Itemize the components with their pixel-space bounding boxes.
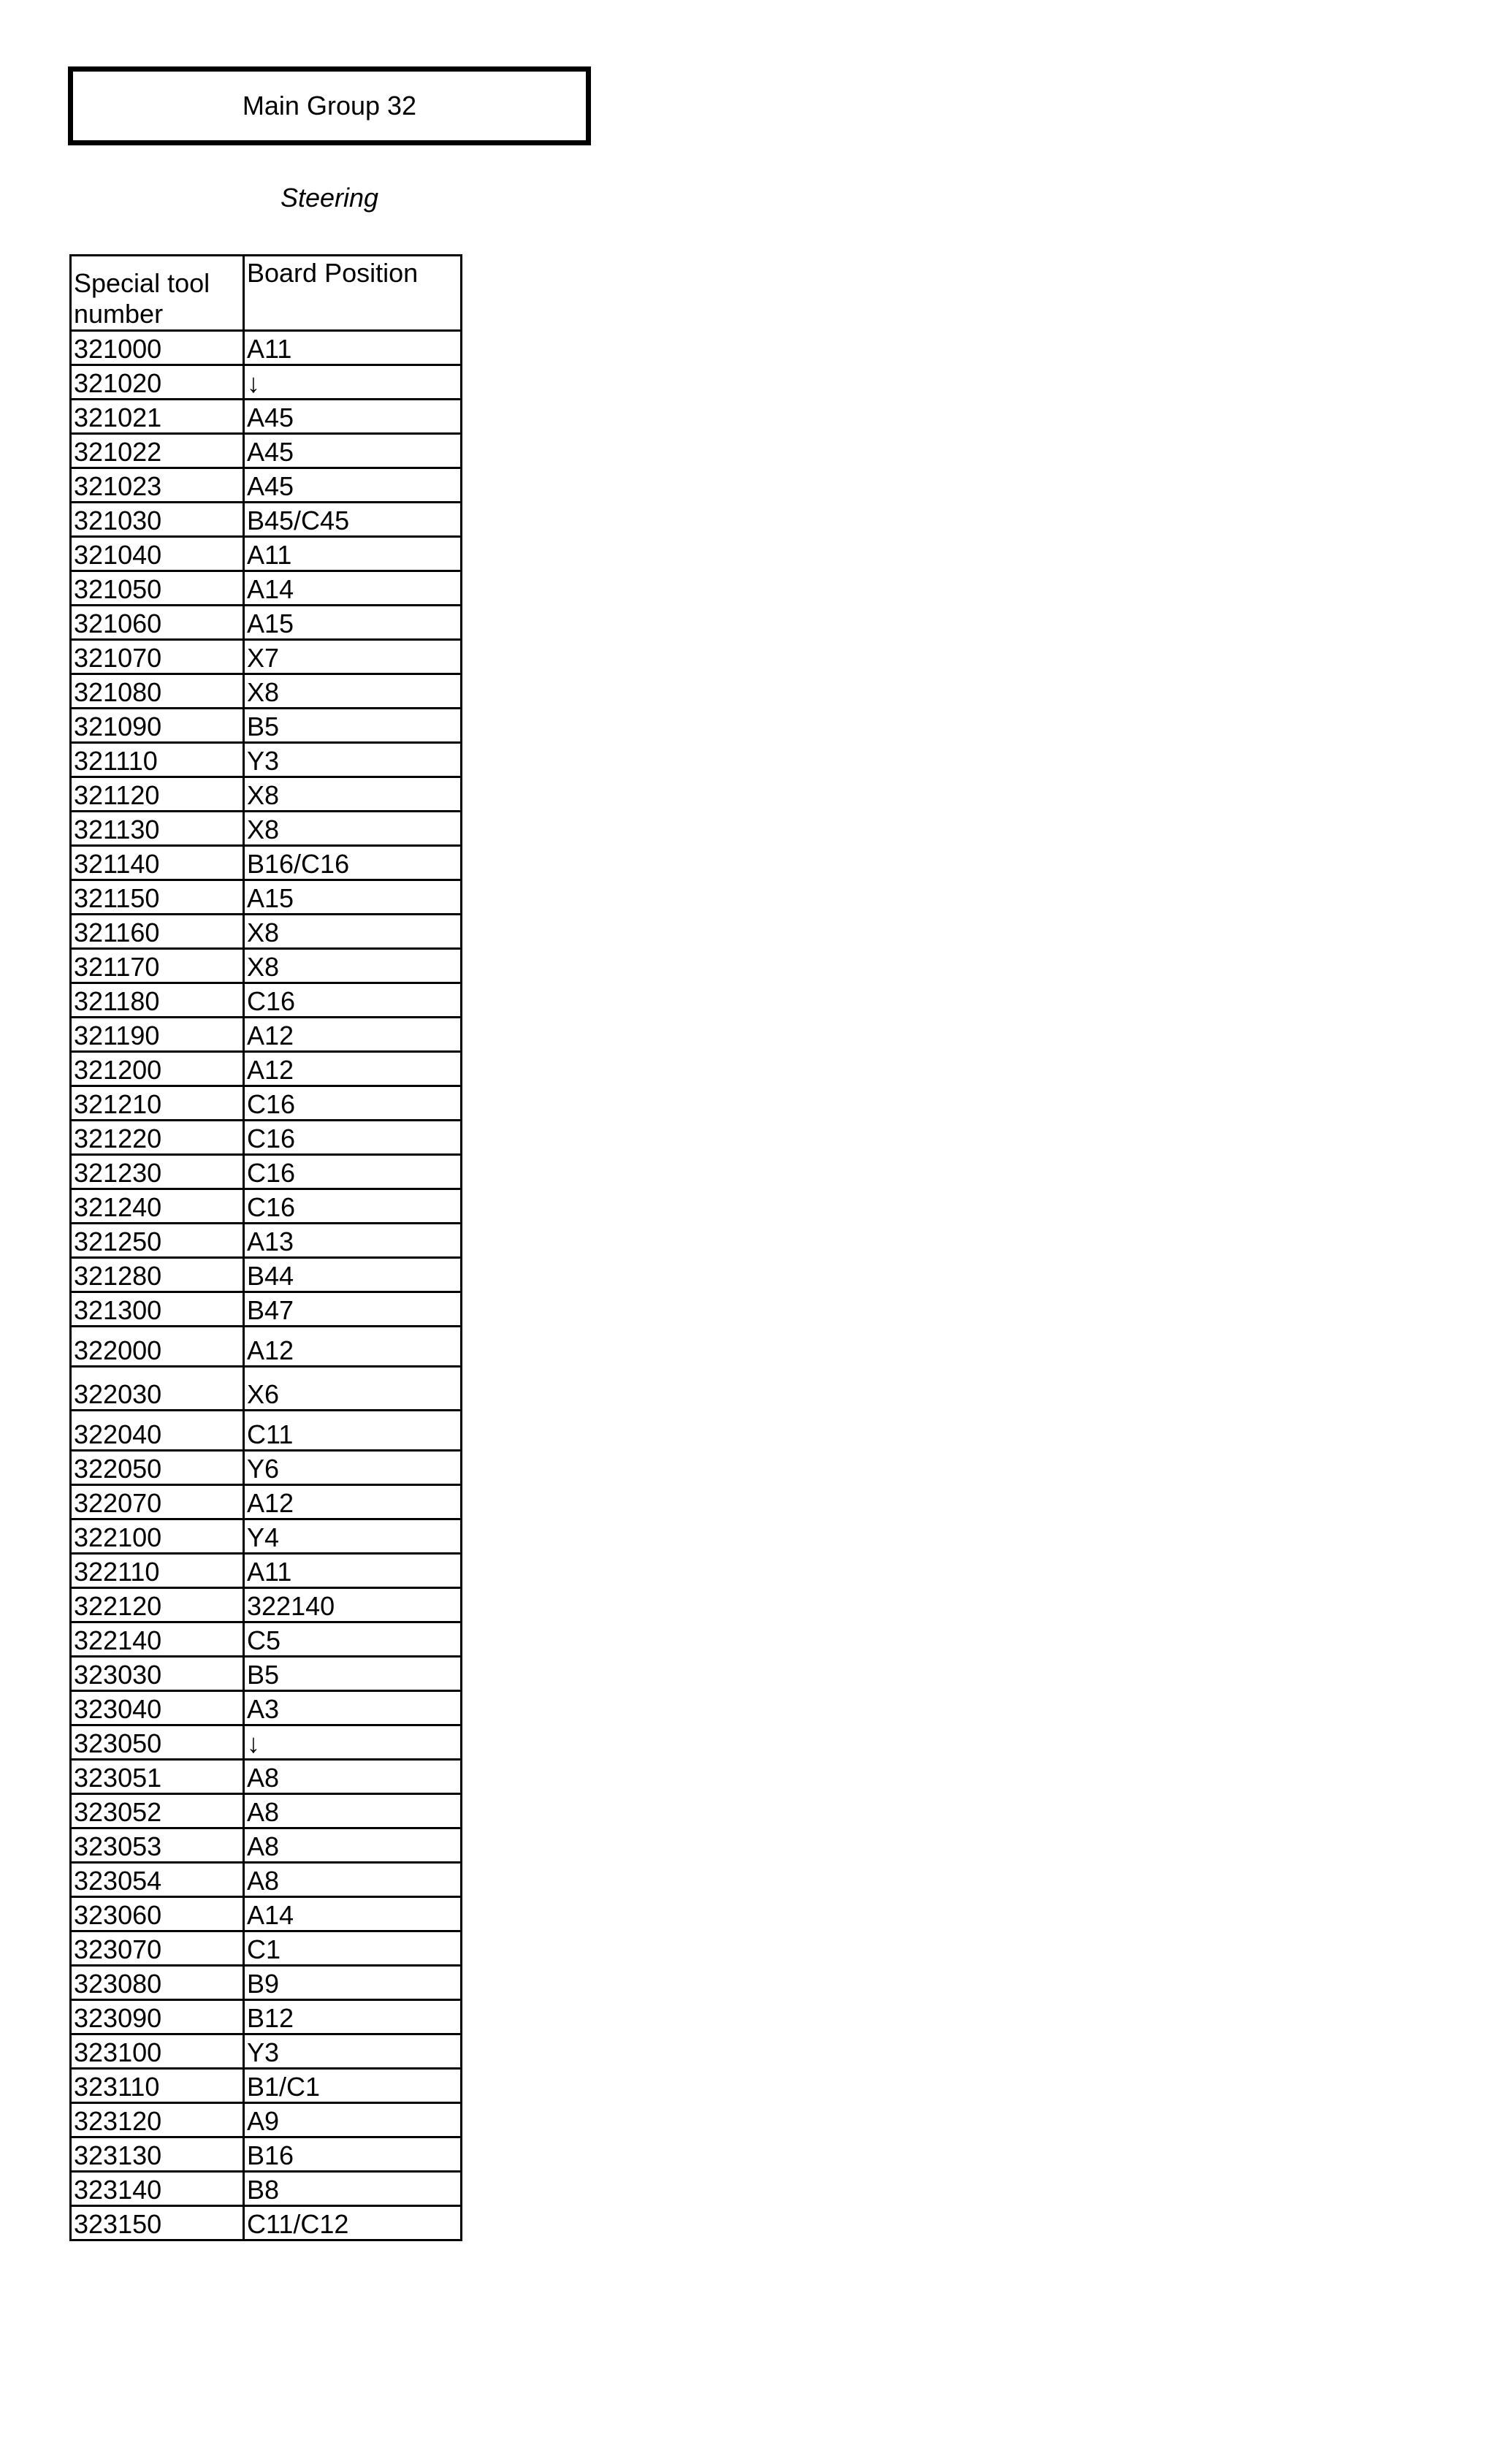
special-tools-table (69, 254, 462, 2241)
board-position-cell: Y3 (244, 2034, 462, 2069)
main-group-title: Main Group 32 (242, 91, 417, 121)
table-row (71, 1292, 462, 1327)
board-position-cell: C16 (244, 1155, 462, 1189)
board-position-cell: B1/C1 (244, 2069, 462, 2103)
board-position-cell: C16 (244, 1121, 462, 1155)
table-row (71, 1725, 462, 1760)
tool-number-cell: 321030 (71, 503, 244, 537)
table-row (71, 400, 462, 434)
table-row (71, 2000, 462, 2034)
tool-number-cell: 321023 (71, 468, 244, 503)
tool-number-cell: 322120 (71, 1588, 244, 1622)
board-position-cell: A12 (244, 1327, 462, 1367)
tool-number-cell: 321040 (71, 537, 244, 571)
main-group-box (68, 66, 591, 145)
table-row (71, 1657, 462, 1691)
board-position-cell: A45 (244, 400, 462, 434)
tool-number-cell: 322110 (71, 1554, 244, 1588)
table-row (71, 1691, 462, 1725)
tool-number-cell: 323110 (71, 2069, 244, 2103)
board-position-cell: ↓ (244, 365, 462, 400)
table-row (71, 537, 462, 571)
table-row (71, 1485, 462, 1519)
table-row (71, 1411, 462, 1451)
board-position-cell: A11 (244, 1554, 462, 1588)
board-position-cell: C16 (244, 1086, 462, 1121)
tool-number-cell: 321180 (71, 983, 244, 1018)
tool-number-cell: 321160 (71, 915, 244, 949)
tool-number-cell: 322030 (71, 1367, 244, 1411)
table-row (71, 1258, 462, 1292)
table-row (71, 331, 462, 365)
board-position-cell: A12 (244, 1052, 462, 1086)
tool-number-cell: 323070 (71, 1931, 244, 1966)
table-row (71, 1554, 462, 1588)
board-position-cell: A45 (244, 468, 462, 503)
table-row (71, 1224, 462, 1258)
board-position-cell: A8 (244, 1828, 462, 1863)
board-position-cell: A15 (244, 606, 462, 640)
table-row (71, 949, 462, 983)
tool-number-cell: 323120 (71, 2103, 244, 2137)
board-position-cell: A12 (244, 1485, 462, 1519)
board-position-cell: C16 (244, 1189, 462, 1224)
tool-number-cell: 323051 (71, 1760, 244, 1794)
table-row (71, 2172, 462, 2206)
tool-number-cell: 323140 (71, 2172, 244, 2206)
table-row (71, 1863, 462, 1897)
board-position-cell: A9 (244, 2103, 462, 2137)
board-position-cell: X8 (244, 812, 462, 846)
board-position-cell: X7 (244, 640, 462, 674)
tool-number-cell: 321110 (71, 743, 244, 777)
tool-number-cell: 321150 (71, 880, 244, 915)
tool-number-cell: 323100 (71, 2034, 244, 2069)
table-row (71, 2069, 462, 2103)
table-body (71, 331, 462, 2240)
board-position-cell: C16 (244, 983, 462, 1018)
tool-number-cell: 321140 (71, 846, 244, 880)
board-position-cell: A15 (244, 880, 462, 915)
tool-number-cell: 323054 (71, 1863, 244, 1897)
table-row (71, 1794, 462, 1828)
tool-number-cell: 323080 (71, 1966, 244, 2000)
table-row (71, 2103, 462, 2137)
tool-number-cell: 321022 (71, 434, 244, 468)
table-row (71, 777, 462, 812)
board-position-cell: X8 (244, 777, 462, 812)
board-position-cell: A13 (244, 1224, 462, 1258)
tool-number-cell: 321190 (71, 1018, 244, 1052)
table-row (71, 434, 462, 468)
board-position-cell: B9 (244, 1966, 462, 2000)
table-row (71, 640, 462, 674)
table-row (71, 674, 462, 709)
table-row (71, 1760, 462, 1794)
tool-number-cell: 321000 (71, 331, 244, 365)
tool-number-cell: 321220 (71, 1121, 244, 1155)
board-position-cell: X6 (244, 1367, 462, 1411)
board-position-cell: Y4 (244, 1519, 462, 1554)
tool-number-cell: 323150 (71, 2206, 244, 2240)
tool-number-cell: 322040 (71, 1411, 244, 1451)
board-position-cell: B44 (244, 1258, 462, 1292)
tool-number-cell: 322070 (71, 1485, 244, 1519)
tool-number-cell: 323090 (71, 2000, 244, 2034)
board-position-cell: C1 (244, 1931, 462, 1966)
tool-number-cell: 321080 (71, 674, 244, 709)
table-row (71, 503, 462, 537)
table-row (71, 571, 462, 606)
board-position-cell: A8 (244, 1760, 462, 1794)
table-row (71, 1189, 462, 1224)
tool-number-cell: 322050 (71, 1451, 244, 1485)
tool-number-cell: 321060 (71, 606, 244, 640)
tool-number-cell: 321300 (71, 1292, 244, 1327)
table-row (71, 606, 462, 640)
board-position-cell: B5 (244, 709, 462, 743)
board-position-cell: C11 (244, 1411, 462, 1451)
board-position-cell: X8 (244, 674, 462, 709)
table-row (71, 1451, 462, 1485)
board-position-cell: A12 (244, 1018, 462, 1052)
table-row (71, 743, 462, 777)
table-row (71, 1897, 462, 1931)
tool-number-cell: 321090 (71, 709, 244, 743)
board-position-cell: B12 (244, 2000, 462, 2034)
board-position-cell: Y3 (244, 743, 462, 777)
board-position-cell: A8 (244, 1794, 462, 1828)
board-position-cell: A14 (244, 571, 462, 606)
table-row (71, 2034, 462, 2069)
tool-number-cell: 322140 (71, 1622, 244, 1657)
table-row (71, 1931, 462, 1966)
table-row (71, 1622, 462, 1657)
board-position-cell: X8 (244, 949, 462, 983)
table-row (71, 812, 462, 846)
tool-number-cell: 321170 (71, 949, 244, 983)
table-row (71, 1018, 462, 1052)
tool-number-cell: 322000 (71, 1327, 244, 1367)
table-row (71, 1367, 462, 1411)
board-position-cell: B8 (244, 2172, 462, 2206)
table-row (71, 2206, 462, 2240)
tool-number-cell: 323130 (71, 2137, 244, 2172)
table-row (71, 1121, 462, 1155)
board-position-cell: B45/C45 (244, 503, 462, 537)
table-row (71, 915, 462, 949)
column-header-board-position: Board Position (244, 256, 462, 331)
tool-number-cell: 322100 (71, 1519, 244, 1554)
tool-number-cell: 321070 (71, 640, 244, 674)
section-subtitle: Steering (280, 183, 379, 213)
board-position-cell: ↓ (244, 1725, 462, 1760)
table-row (71, 846, 462, 880)
board-position-cell: X8 (244, 915, 462, 949)
board-position-cell: C5 (244, 1622, 462, 1657)
table-row (71, 1052, 462, 1086)
board-position-cell: Y6 (244, 1451, 462, 1485)
tool-number-cell: 321130 (71, 812, 244, 846)
board-position-cell: A3 (244, 1691, 462, 1725)
table-row (71, 1086, 462, 1121)
board-position-cell: B47 (244, 1292, 462, 1327)
table-row (71, 1588, 462, 1622)
tool-number-cell: 323030 (71, 1657, 244, 1691)
tool-number-cell: 323060 (71, 1897, 244, 1931)
tool-number-cell: 321120 (71, 777, 244, 812)
board-position-cell: B16 (244, 2137, 462, 2172)
tool-number-cell: 323052 (71, 1794, 244, 1828)
board-position-cell: 322140 (244, 1588, 462, 1622)
column-header-tool-number: Special tool number (71, 256, 244, 331)
tool-number-cell: 321210 (71, 1086, 244, 1121)
table-row (71, 1519, 462, 1554)
tool-number-cell: 321280 (71, 1258, 244, 1292)
tool-number-cell: 321250 (71, 1224, 244, 1258)
table-row (71, 880, 462, 915)
tool-number-cell: 323050 (71, 1725, 244, 1760)
tool-number-cell: 323040 (71, 1691, 244, 1725)
table-row (71, 983, 462, 1018)
table-row (71, 2137, 462, 2172)
board-position-cell: A14 (244, 1897, 462, 1931)
table-row (71, 1327, 462, 1367)
tool-number-cell: 323053 (71, 1828, 244, 1863)
board-position-cell: A11 (244, 537, 462, 571)
tool-number-cell: 321021 (71, 400, 244, 434)
tool-number-cell: 321240 (71, 1189, 244, 1224)
table-row (71, 1828, 462, 1863)
tool-number-cell: 321200 (71, 1052, 244, 1086)
board-position-cell: A45 (244, 434, 462, 468)
tool-number-cell: 321050 (71, 571, 244, 606)
board-position-cell: A8 (244, 1863, 462, 1897)
table-header-row (71, 256, 462, 331)
table-row (71, 1966, 462, 2000)
board-position-cell: C11/C12 (244, 2206, 462, 2240)
board-position-cell: A11 (244, 331, 462, 365)
tool-number-cell: 321230 (71, 1155, 244, 1189)
board-position-cell: B16/C16 (244, 846, 462, 880)
board-position-cell: B5 (244, 1657, 462, 1691)
table-row (71, 1155, 462, 1189)
table-row (71, 365, 462, 400)
table-row (71, 468, 462, 503)
tool-number-cell: 321020 (71, 365, 244, 400)
table-row (71, 709, 462, 743)
